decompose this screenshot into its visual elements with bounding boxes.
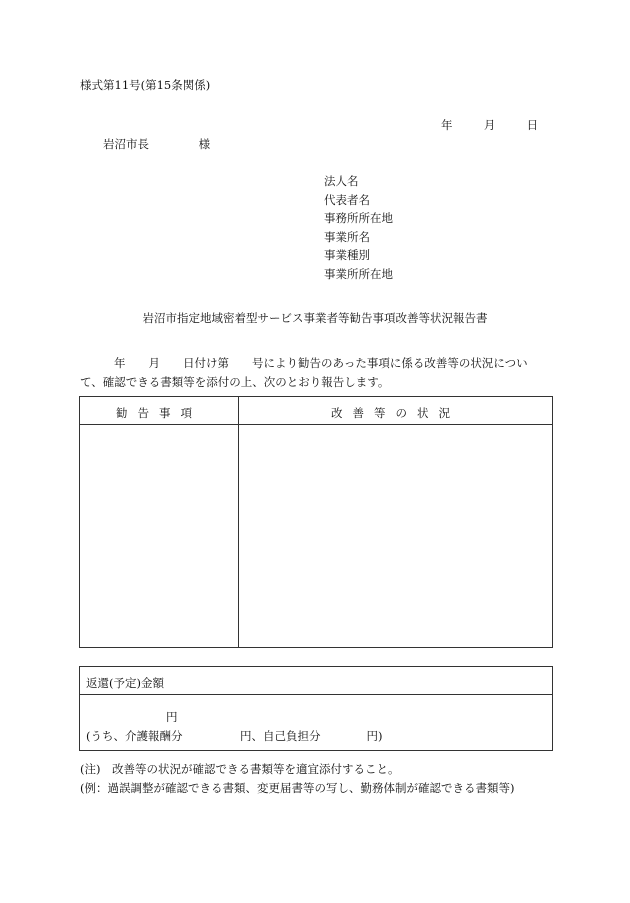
refund-breakdown: (うち、介護報酬分 円、自己負担分 円) <box>86 729 383 743</box>
applicant-field-representative: 代表者名 <box>324 192 370 207</box>
table-header-improvement-status: 改善等の状況 <box>331 406 460 420</box>
date-year-label: 年 <box>441 118 453 132</box>
table-header-divider <box>80 424 552 425</box>
table-column-divider <box>238 397 239 647</box>
note-line-1: (注) 改善等の状況が確認できる書類等を適宜添付すること。 <box>80 762 400 776</box>
addressee-honorific: 様 <box>198 137 211 151</box>
applicant-field-office-address: 事務所所在地 <box>324 211 393 226</box>
applicant-field-business-address: 事業所所在地 <box>324 266 393 281</box>
note-line-2: (例：過誤調整が確認できる書類、変更届書等の写し、勤務体制が確認できる書類等) <box>80 781 515 795</box>
notes <box>80 760 514 798</box>
date-month-label: 月 <box>483 118 496 132</box>
applicant-fields <box>324 176 393 288</box>
date-line <box>441 120 538 132</box>
report-table <box>79 396 553 648</box>
applicant-field-business-name: 事業所名 <box>324 229 370 244</box>
refund-yen: 円 <box>166 710 178 724</box>
refund-label: 返還(予定)金額 <box>86 676 164 690</box>
body-text <box>80 354 555 392</box>
form-number: 様式第11号(第15条関係) <box>80 78 211 92</box>
applicant-field-corporation: 法人名 <box>324 174 359 188</box>
applicant-field-business-type: 事業種別 <box>324 248 370 263</box>
document-title: 岩沼市指定地域密着型サービス事業者等勧告事項改善等状況報告書 <box>142 311 488 325</box>
refund-divider <box>80 694 552 695</box>
refund-box <box>79 666 553 751</box>
body-text-line-1: 年 月 日付け第 号により勧告のあった事項に係る改善等の状況につい <box>114 356 528 370</box>
table-header-recommendation: 勧告事項 <box>116 406 202 420</box>
body-text-line-2: て、確認できる書類等を添付の上、次のとおり報告します。 <box>80 375 390 389</box>
addressee-name: 岩沼市長 <box>103 137 149 151</box>
addressee <box>103 139 210 151</box>
date-day-label: 日 <box>526 118 539 132</box>
